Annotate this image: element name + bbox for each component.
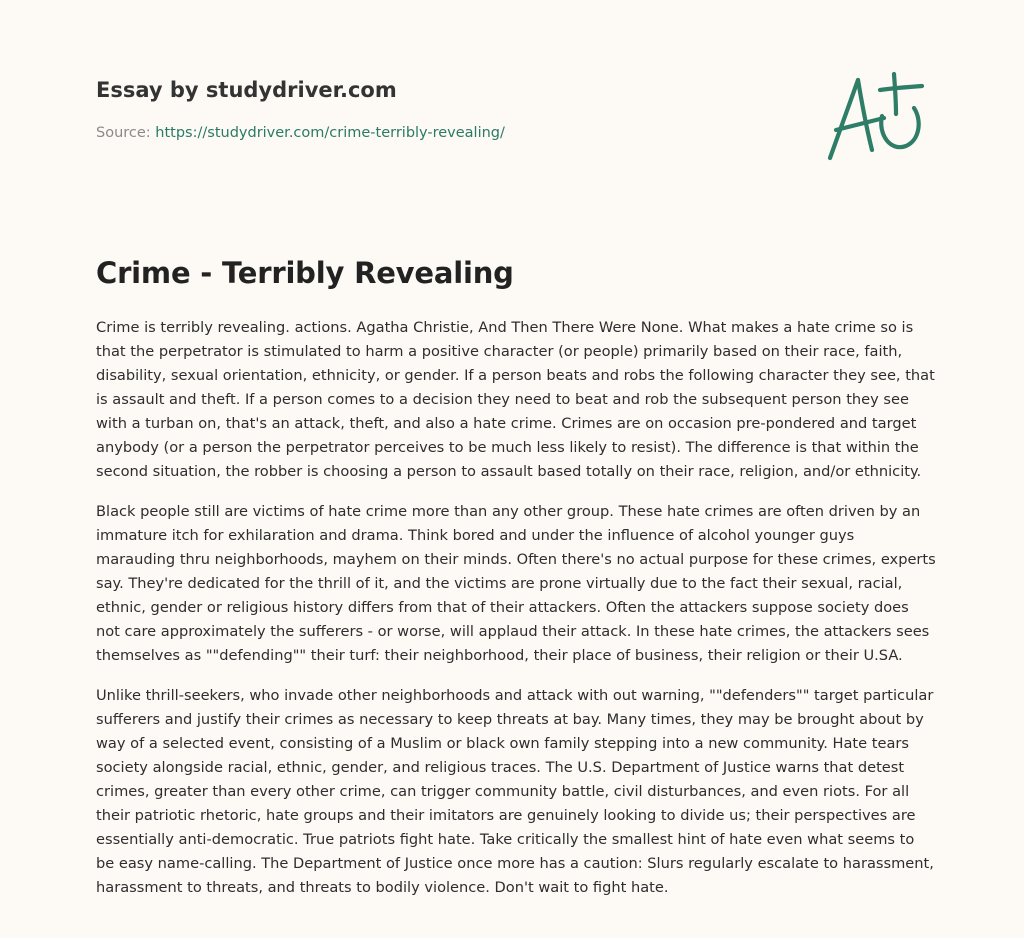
essay-body <box>96 316 936 916</box>
source-label: Source: <box>96 125 151 141</box>
essay-paragraph: Unlike thrill-seekers, who invade other neighborhoods and attack with out warning, ""defenders"" target particular sufferers and justify their crimes as necessary to keep threats at bay. Many times, they may be brought about by way of a selected event, consisting of a Muslim or black own family stepping into a new community. Hate tears society alongside racial, ethnic, gender, and religious traces. The U.S. Department of Justice warns that detest crimes, greater than every other crime, can trigger community battle, civil disturbances, and even riots. For all their patriotic rhetoric, hate groups and their imitators are genuinely looking to divide us; their perspectives are essentially anti-democratic. True patriots fight hate. Take critically the smallest hint of hate even what seems to be easy name-calling. The Department of Justice once more has a caution: Slurs regularly escalate to harassment, harassment to threats, and threats to bodily violence. Don't wait to fight hate. <box>96 687 934 896</box>
source-line <box>96 123 796 143</box>
essay-title: Crime - Terribly Revealing <box>96 256 514 290</box>
essay-paragraph: Crime is terribly revealing. actions. Agatha Christie, And Then There Were None. What makes a hate crime so is that the perpetrator is stimulated to harm a positive character (or people) primarily based on their race, faith, disability, sexual orientation, ethnicity, or gender. If a person beats and robs the following character they see, that is assault and theft. If a person comes to a decision they need to beat and rob the subsequent person they see with a turban on, that's an attack, theft, and also a hate crime. Crimes are on occasion pre-pondered and target anybody (or a person the perpetrator perceives to be much less likely to resist). The difference is that within the second situation, the robber is choosing a person to assault based totally on their race, religion, and/or ethnicity. <box>96 319 935 480</box>
page-header <box>96 76 796 143</box>
essay-paragraph: Black people still are victims of hate crime more than any other group. These hate crimes are often driven by an immature itch for exhilaration and drama. Think bored and under the influence of alcohol younger guys marauding thru neighborhoods, mayhem on their minds. Often there's no actual purpose for these crimes, experts say. They're dedicated for the thrill of it, and the victims are prone virtually due to the fact their sexual, racial, ethnic, gender or religious history differs from that of their attackers. Often the attackers suppose society does not care approximately the sufferers - or worse, will applaud their attack. In these hate crimes, the attackers sees themselves as ""defending"" their turf: their neighborhood, their place of business, their religion or their U.SA. <box>96 503 936 664</box>
site-title: Essay by studydriver.com <box>96 78 397 102</box>
source-link[interactable]: https://studydriver.com/crime-terribly-revealing/ <box>155 125 505 141</box>
a-plus-logo-icon <box>822 68 928 164</box>
